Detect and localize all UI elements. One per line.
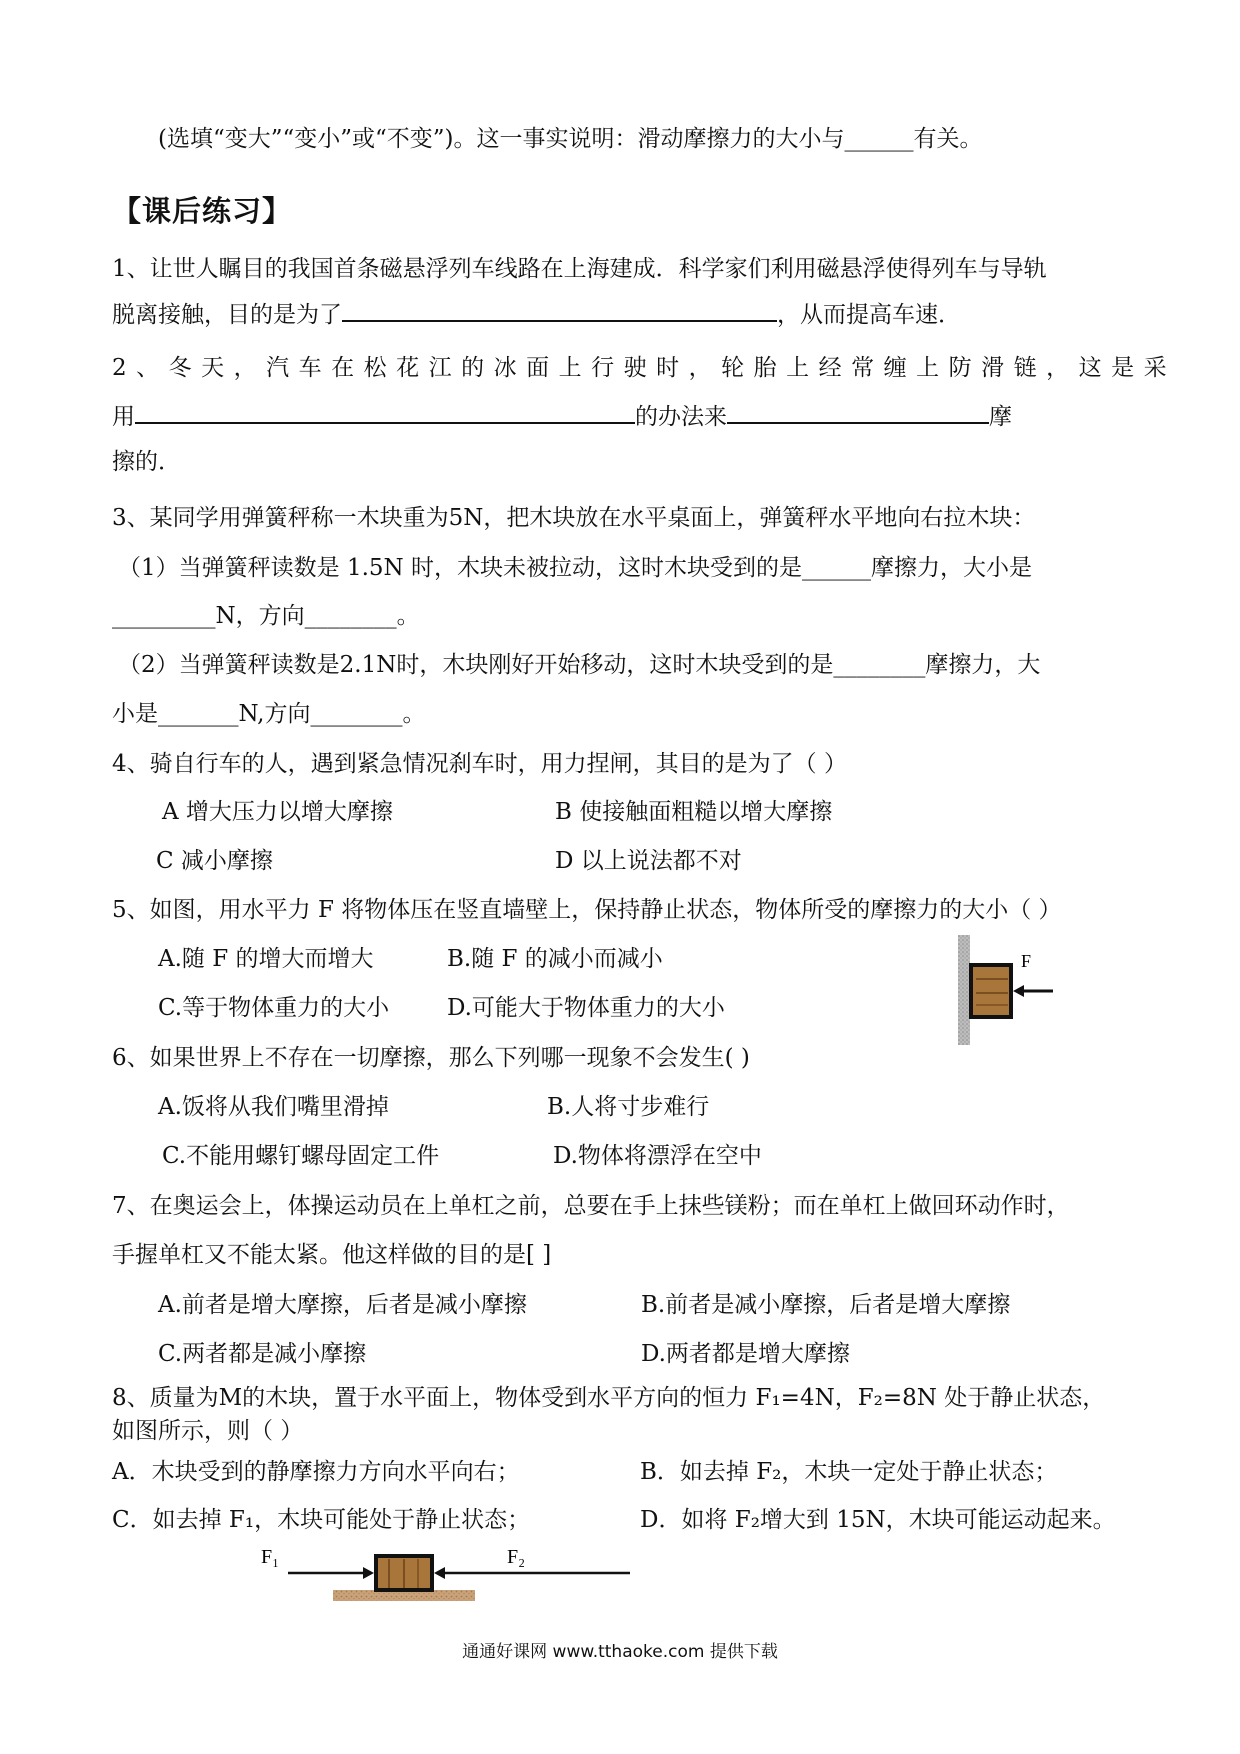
q2-line2 bbox=[112, 400, 1012, 432]
q3-stem: 3、某同学用弹簧秤称一木块重为5N，把木块放在水平桌面上，弹簧秤水平地向右拉木块： bbox=[112, 505, 1036, 531]
q8-option-c[interactable]: C．如去掉 F₁，木块可能处于静止状态； bbox=[112, 1507, 531, 1533]
force-label: F bbox=[1021, 951, 1032, 971]
arrow-head-icon bbox=[1013, 985, 1024, 997]
q8-option-d[interactable]: D．如将 F₂增大到 15N，木块可能运动起来。 bbox=[640, 1507, 1116, 1533]
arrow-head-icon bbox=[434, 1567, 445, 1579]
q7-option-c[interactable]: C.两者都是减小摩擦 bbox=[158, 1341, 367, 1367]
q2-method-blank[interactable] bbox=[135, 400, 635, 424]
q7-option-d[interactable]: D.两者都是增大摩擦 bbox=[641, 1341, 850, 1367]
q5-option-c[interactable]: C.等于物体重力的大小 bbox=[158, 995, 390, 1021]
q1-line1: 1、让世人瞩目的我国首条磁悬浮列车线路在上海建成．科学家们利用磁悬浮使得列车与导轨 bbox=[112, 256, 1047, 282]
section-title: 【课后练习】 bbox=[112, 194, 293, 228]
wall-block-figure bbox=[958, 935, 1058, 1045]
q2-purpose-blank[interactable] bbox=[727, 400, 989, 424]
q6-option-c[interactable]: C.不能用螺钉螺母固定工件 bbox=[162, 1143, 440, 1169]
q1-answer-blank[interactable] bbox=[342, 298, 777, 322]
q7-option-b[interactable]: B.前者是减小摩擦，后者是增大摩擦 bbox=[641, 1292, 1011, 1318]
q8-line1: 8、质量为M的木块，置于水平面上，物体受到水平方向的恒力 F₁=4N，F₂=8N 处于静止状态， bbox=[112, 1385, 1106, 1411]
q6-stem: 6、如果世界上不存在一切摩擦，那么下列哪一现象不会发生( ) bbox=[112, 1045, 750, 1071]
q6-option-d[interactable]: D.物体将漂浮在空中 bbox=[553, 1143, 762, 1169]
footer-credit: 通通好课网 www.tthaoke.com 提供下载 bbox=[462, 1642, 778, 1662]
q7-line1: 7、在奥运会上，体操运动员在上单杠之前，总要在手上抹些镁粉；而在单杠上做回环动作时， bbox=[112, 1193, 1070, 1219]
wall bbox=[958, 935, 970, 1045]
force-f2-label: F₂ bbox=[507, 1546, 526, 1568]
q6-option-b[interactable]: B.人将寸步难行 bbox=[547, 1094, 710, 1120]
arrow-head-icon bbox=[363, 1567, 374, 1579]
q4-option-c[interactable]: C 减小摩擦 bbox=[156, 848, 273, 874]
q5-option-a[interactable]: A.随 F 的增大而增大 bbox=[158, 946, 374, 972]
q4-option-d[interactable]: D 以上说法都不对 bbox=[555, 848, 742, 874]
q2-line2-mid: 的办法来 bbox=[635, 404, 727, 430]
q4-option-b[interactable]: B 使接触面粗糙以增大摩擦 bbox=[555, 799, 833, 825]
q8-option-a[interactable]: A．木块受到的静摩擦力方向水平向右； bbox=[112, 1459, 520, 1485]
two-forces-figure bbox=[255, 1540, 635, 1602]
wooden-block bbox=[971, 965, 1011, 1017]
q3-part1-line2: _________N，方向________。 bbox=[112, 603, 420, 629]
q2-line2-post: 摩 bbox=[989, 404, 1012, 430]
q8-line2: 如图所示，则（ ） bbox=[112, 1418, 304, 1444]
q1-line2 bbox=[112, 298, 961, 330]
q5-option-d[interactable]: D.可能大于物体重力的大小 bbox=[447, 995, 725, 1021]
force-f1-label: F₁ bbox=[261, 1546, 280, 1568]
q2-line1: 2、冬天，汽车在松花江的冰面上行驶时，轮胎上经常缠上防滑链，这是采 bbox=[112, 355, 1177, 381]
q2-line3: 擦的． bbox=[112, 449, 181, 475]
q8-option-b[interactable]: B．如去掉 F₂，木块一定处于静止状态； bbox=[640, 1459, 1058, 1485]
q2-line2-pre: 用 bbox=[112, 404, 135, 430]
q6-option-a[interactable]: A.饭将从我们嘴里滑掉 bbox=[158, 1094, 389, 1120]
q1-line2-pre: 脱离接触，目的是为了 bbox=[112, 302, 342, 328]
q3-part2-line2: 小是_______N,方向________。 bbox=[112, 701, 426, 727]
intro-line: (选填“变大”“变小”或“不变”)。这一事实说明：滑动摩擦力的大小与______有关。 bbox=[158, 126, 983, 152]
q4-option-a[interactable]: A 增大压力以增大摩擦 bbox=[162, 799, 393, 825]
q5-option-b[interactable]: B.随 F 的减小而减小 bbox=[447, 946, 663, 972]
q3-part1-line1: （1）当弹簧秤读数是 1.5N 时，木块未被拉动，这时木块受到的是______摩擦力，大小是 bbox=[118, 555, 1032, 581]
q4-stem: 4、骑自行车的人，遇到紧急情况刹车时，用力捏闸，其目的是为了（ ） bbox=[112, 751, 847, 777]
q7-option-a[interactable]: A.前者是增大摩擦，后者是减小摩擦 bbox=[158, 1292, 527, 1318]
q3-part2-line1: （2）当弹簧秤读数是2.1N时，木块刚好开始移动，这时木块受到的是________摩擦力，大 bbox=[118, 652, 1041, 678]
q5-stem: 5、如图，用水平力 F 将物体压在竖直墙壁上，保持静止状态，物体所受的摩擦力的大小（ ） bbox=[112, 897, 1062, 923]
q1-line2-post: ，从而提高车速． bbox=[777, 302, 961, 328]
q7-line2: 手握单杠又不能太紧。他这样做的目的是[ ] bbox=[112, 1242, 552, 1268]
